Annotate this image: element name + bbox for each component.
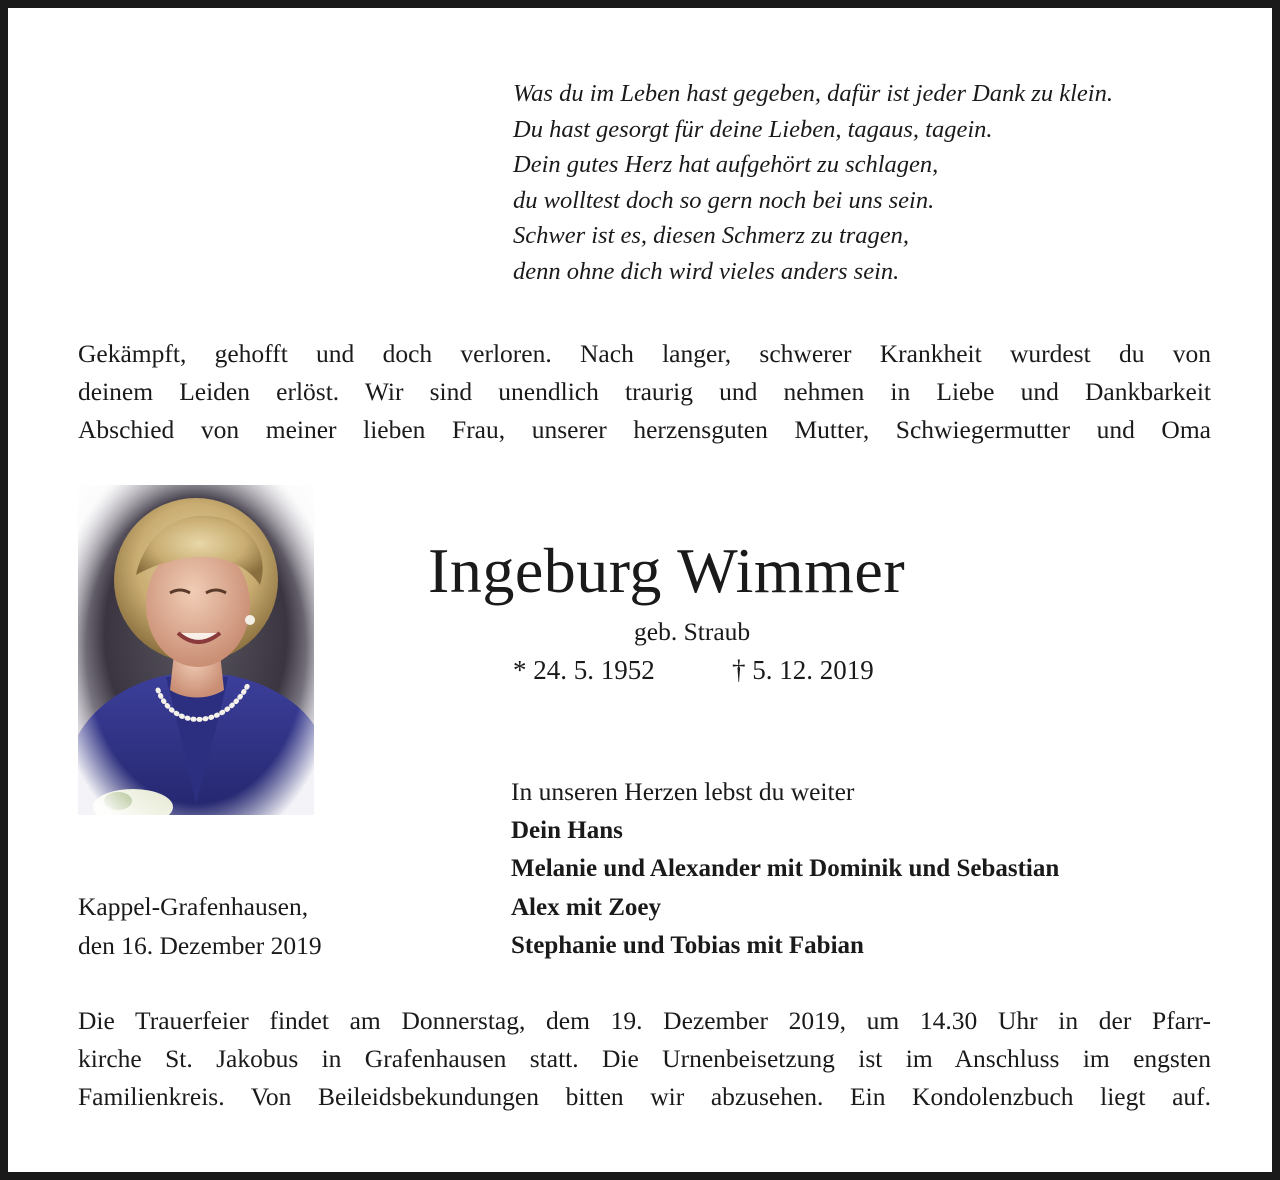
portrait-photo <box>78 485 314 815</box>
poem-line: Dein gutes Herz hat aufgehört zu schlagen, <box>513 151 939 178</box>
deceased-name: Ingeburg Wimmer <box>428 535 906 606</box>
ceremony-paragraph <box>78 1002 1211 1116</box>
intro-line: Gekämpft, gehofft und doch verloren. Nach langer, schwerer Krankheit wurdest du von <box>78 339 1211 368</box>
ceremony-line: Familienkreis. Von Beileidsbekundungen bitten wir abzusehen. Ein Kondolenzbuch liegt auf. <box>78 1082 1211 1111</box>
survivor-name: Alex mit Zoey <box>511 893 661 921</box>
survivor-name: Stephanie und Tobias mit Fabian <box>511 932 864 959</box>
survivors-intro: In unseren Herzen lebst du weiter <box>511 777 855 806</box>
survivors-list <box>511 773 1059 966</box>
death-date: † 5. 12. 2019 <box>732 655 874 685</box>
survivor-name: Melanie und Alexander mit Dominik und Sebastian <box>511 855 1060 882</box>
ceremony-line: kirche St. Jakobus in Grafenhausen statt. Die Urnenbeisetzung ist im Anschluss im engsten <box>78 1044 1211 1073</box>
intro-paragraph <box>78 335 1211 449</box>
intro-line: deinem Leiden erlöst. Wir sind unendlich traurig und nehmen in Liebe und Dankbarkeit <box>78 377 1211 406</box>
poem-line: Du hast gesorgt für deine Lieben, tagaus, tagein. <box>513 115 993 143</box>
birth-date: * 24. 5. 1952 <box>513 655 655 685</box>
poem-line: denn ohne dich wird vieles anders sein. <box>513 257 900 285</box>
poem-line: du wolltest doch so gern noch bei uns sein. <box>513 186 935 214</box>
poem <box>513 76 1253 289</box>
survivor-name: Dein Hans <box>511 816 623 844</box>
notice-date: den 16. Dezember 2019 <box>78 930 322 960</box>
place-date <box>78 888 322 965</box>
ceremony-line: Die Trauerfeier findet am Donnerstag, dem 19. Dezember 2019, um 14.30 Uhr in der Pfarr- <box>78 1006 1211 1035</box>
poem-line: Schwer ist es, diesen Schmerz zu tragen, <box>513 222 910 249</box>
poem-line: Was du im Leben hast gegeben, dafür ist jeder Dank zu klein. <box>513 80 1113 107</box>
birth-name: geb. Straub <box>634 617 751 646</box>
place-name: Kappel-Grafenhausen, <box>78 892 309 921</box>
intro-line: Abschied von meiner lieben Frau, unserer herzensguten Mutter, Schwiegermutter und Oma <box>78 415 1211 444</box>
